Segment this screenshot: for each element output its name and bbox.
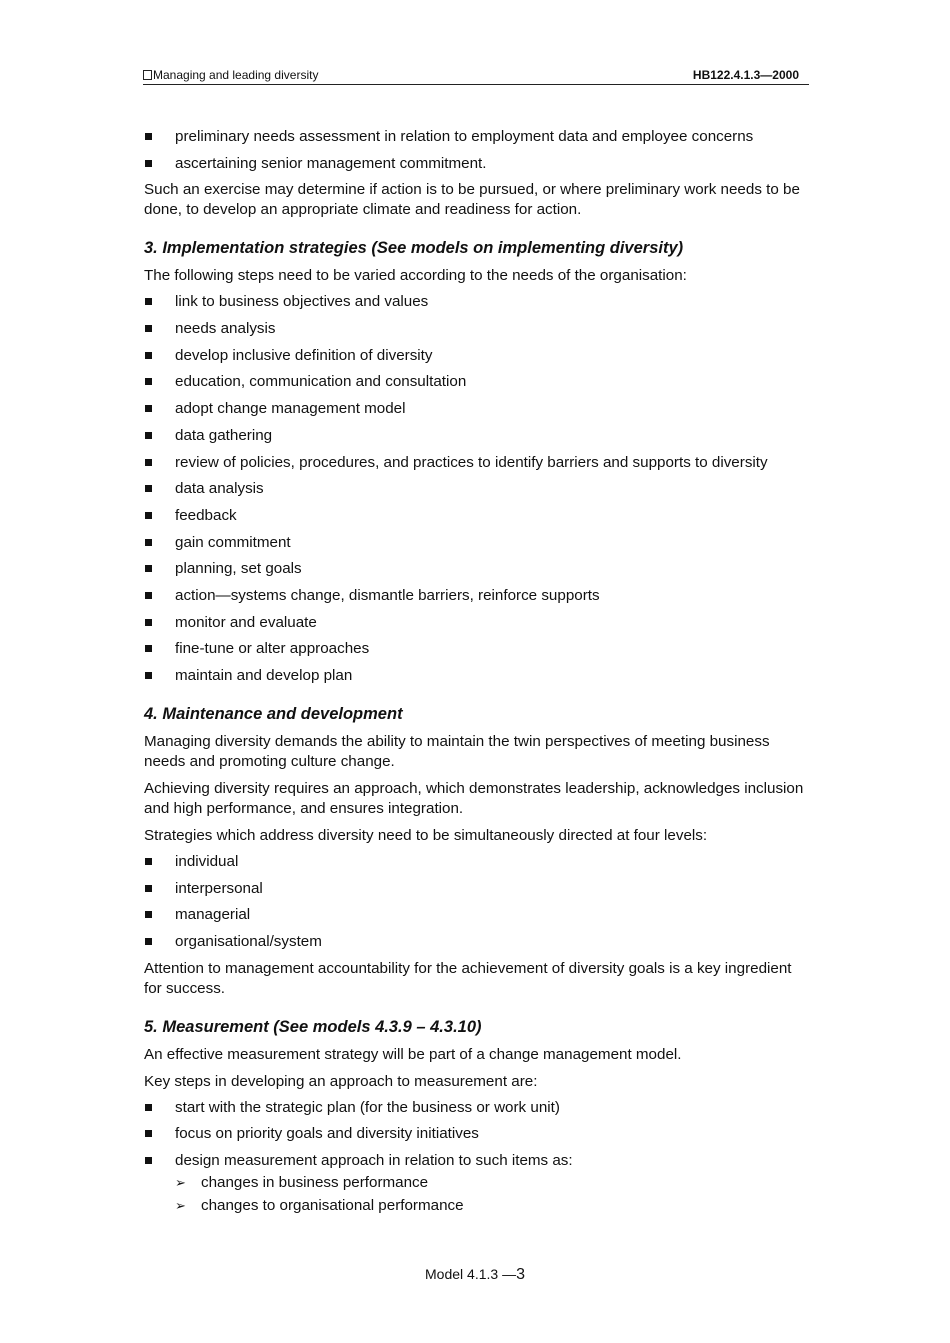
list-item — [144, 292, 810, 312]
bullet-square-icon — [145, 672, 152, 679]
list-item-text: managerial — [175, 906, 251, 924]
list-item — [144, 453, 810, 473]
bullet-square-icon — [145, 645, 152, 652]
section3-bullet-list — [144, 292, 810, 686]
list-item-text: education, communication and consultation — [175, 373, 467, 391]
list-item — [144, 1098, 810, 1118]
bullet-square-icon — [145, 539, 152, 546]
list-item — [144, 613, 810, 633]
bullet-square-icon — [145, 133, 152, 140]
arrowhead-bullet-icon: ➢ — [175, 1175, 186, 1191]
section4-paragraph-1: Managing diversity demands the ability to maintain the twin perspectives of meeting business needs and promoting culture change. — [144, 733, 770, 770]
list-item-text: gain commitment — [175, 533, 291, 551]
list-item — [144, 346, 810, 366]
bullet-square-icon — [145, 485, 152, 492]
sub-list-item-text: changes in business performance — [201, 1174, 429, 1192]
list-item — [144, 319, 810, 339]
list-item — [144, 1151, 810, 1216]
list-item-text: review of policies, procedures, and practices to identify barriers and supports to diversity — [175, 453, 768, 471]
list-item-text: action—systems change, dismantle barriers, reinforce supports — [175, 586, 600, 604]
bullet-square-icon — [145, 592, 152, 599]
page-body — [144, 127, 810, 1223]
list-item-text: needs analysis — [175, 320, 276, 338]
list-item-text: design measurement approach in relation to such items as: — [175, 1152, 573, 1170]
list-item-text: start with the strategic plan (for the business or work unit) — [175, 1098, 560, 1116]
bullet-square-icon — [145, 885, 152, 892]
bullet-square-icon — [145, 1130, 152, 1137]
list-item — [144, 852, 810, 872]
list-item — [144, 932, 810, 952]
section3-lead: The following steps need to be varied according to the needs of the organisation: — [144, 267, 687, 285]
page-header — [143, 66, 809, 85]
list-item — [144, 559, 810, 579]
list-item-text: preliminary needs assessment in relation to employment data and employee concerns — [175, 128, 754, 145]
list-item — [144, 399, 810, 419]
list-item — [144, 586, 810, 606]
page-number: 3 — [516, 1266, 525, 1283]
list-item-text: data analysis — [175, 480, 264, 498]
list-item — [144, 154, 810, 174]
arrowhead-bullet-icon: ➢ — [175, 1198, 186, 1214]
section4-paragraph-4: Attention to management accountability for the achievement of diversity goals is a key ingredient for success. — [144, 959, 792, 997]
page-footer — [0, 1266, 950, 1284]
bullet-square-icon — [145, 459, 152, 466]
list-item-text: monitor and evaluate — [175, 613, 317, 631]
list-item — [144, 905, 810, 925]
checkbox-glyph-icon — [143, 70, 152, 80]
intro-paragraph: Such an exercise may determine if action is to be pursued, or where preliminary work needs to be done, to develop an appropriate climate and readiness for action. — [144, 181, 800, 219]
list-item — [144, 639, 810, 659]
bullet-square-icon — [145, 1157, 152, 1164]
list-item-text: maintain and develop plan — [175, 667, 353, 684]
list-item-text: develop inclusive definition of diversity — [175, 346, 433, 364]
section5-heading: 5. Measurement (See models 4.3.9 – 4.3.10) — [144, 1017, 482, 1036]
bullet-square-icon — [145, 565, 152, 572]
list-item-text: link to business objectives and values — [175, 293, 429, 311]
bullet-square-icon — [145, 378, 152, 385]
bullet-square-icon — [145, 405, 152, 412]
bullet-square-icon — [145, 298, 152, 305]
section5-paragraph-1: An effective measurement strategy will be part of a change management model. — [144, 1045, 682, 1063]
bullet-square-icon — [145, 325, 152, 332]
bullet-square-icon — [145, 432, 152, 439]
list-item — [144, 372, 810, 392]
list-item — [144, 1124, 810, 1144]
list-item-text: fine-tune or alter approaches — [175, 640, 370, 658]
list-item-text: ascertaining senior management commitment. — [175, 154, 487, 172]
intro-bullet-list — [144, 127, 810, 174]
list-item-text: organisational/system — [175, 933, 322, 951]
sub-list-item-text: changes to organisational performance — [201, 1197, 464, 1215]
sub-list-item — [175, 1196, 810, 1216]
section5-bullet-list — [144, 1098, 810, 1216]
header-left — [143, 68, 318, 82]
list-item-text: individual — [175, 853, 239, 870]
bullet-square-icon — [145, 160, 152, 167]
list-item — [144, 666, 810, 686]
bullet-square-icon — [145, 512, 152, 519]
section4-bullet-list — [144, 852, 810, 952]
section5-sub-list — [175, 1173, 810, 1216]
list-item — [144, 879, 810, 899]
sub-list-item — [175, 1173, 810, 1193]
bullet-square-icon — [145, 858, 152, 865]
section5-paragraph-2: Key steps in developing an approach to measurement are: — [144, 1072, 538, 1090]
section3-heading: 3. Implementation strategies (See models on implementing diversity) — [144, 239, 684, 258]
list-item-text: adopt change management model — [175, 400, 406, 418]
list-item-text: feedback — [175, 506, 237, 524]
footer-label: Model 4.1.3 — — [425, 1266, 517, 1282]
bullet-square-icon — [145, 352, 152, 359]
bullet-square-icon — [145, 938, 152, 945]
list-item — [144, 127, 810, 147]
list-item — [144, 533, 810, 553]
list-item-text: focus on priority goals and diversity initiatives — [175, 1125, 479, 1143]
bullet-square-icon — [145, 619, 152, 626]
list-item-text: planning, set goals — [175, 560, 302, 578]
list-item — [144, 426, 810, 446]
list-item — [144, 506, 810, 526]
section4-paragraph-2: Achieving diversity requires an approach, which demonstrates leadership, acknowledges inclusion and high performance, and ensures integration. — [144, 780, 804, 817]
list-item-text: interpersonal — [175, 879, 263, 897]
bullet-square-icon — [145, 911, 152, 918]
section4-heading: 4. Maintenance and development — [144, 705, 403, 723]
bullet-square-icon — [145, 1104, 152, 1111]
header-title: Managing and leading diversity — [153, 68, 319, 82]
header-code: HB122.4.1.3—2000 — [692, 68, 799, 82]
list-item — [144, 479, 810, 499]
section4-paragraph-3: Strategies which address diversity need to be simultaneously directed at four levels: — [144, 827, 708, 844]
list-item-text: data gathering — [175, 426, 273, 444]
